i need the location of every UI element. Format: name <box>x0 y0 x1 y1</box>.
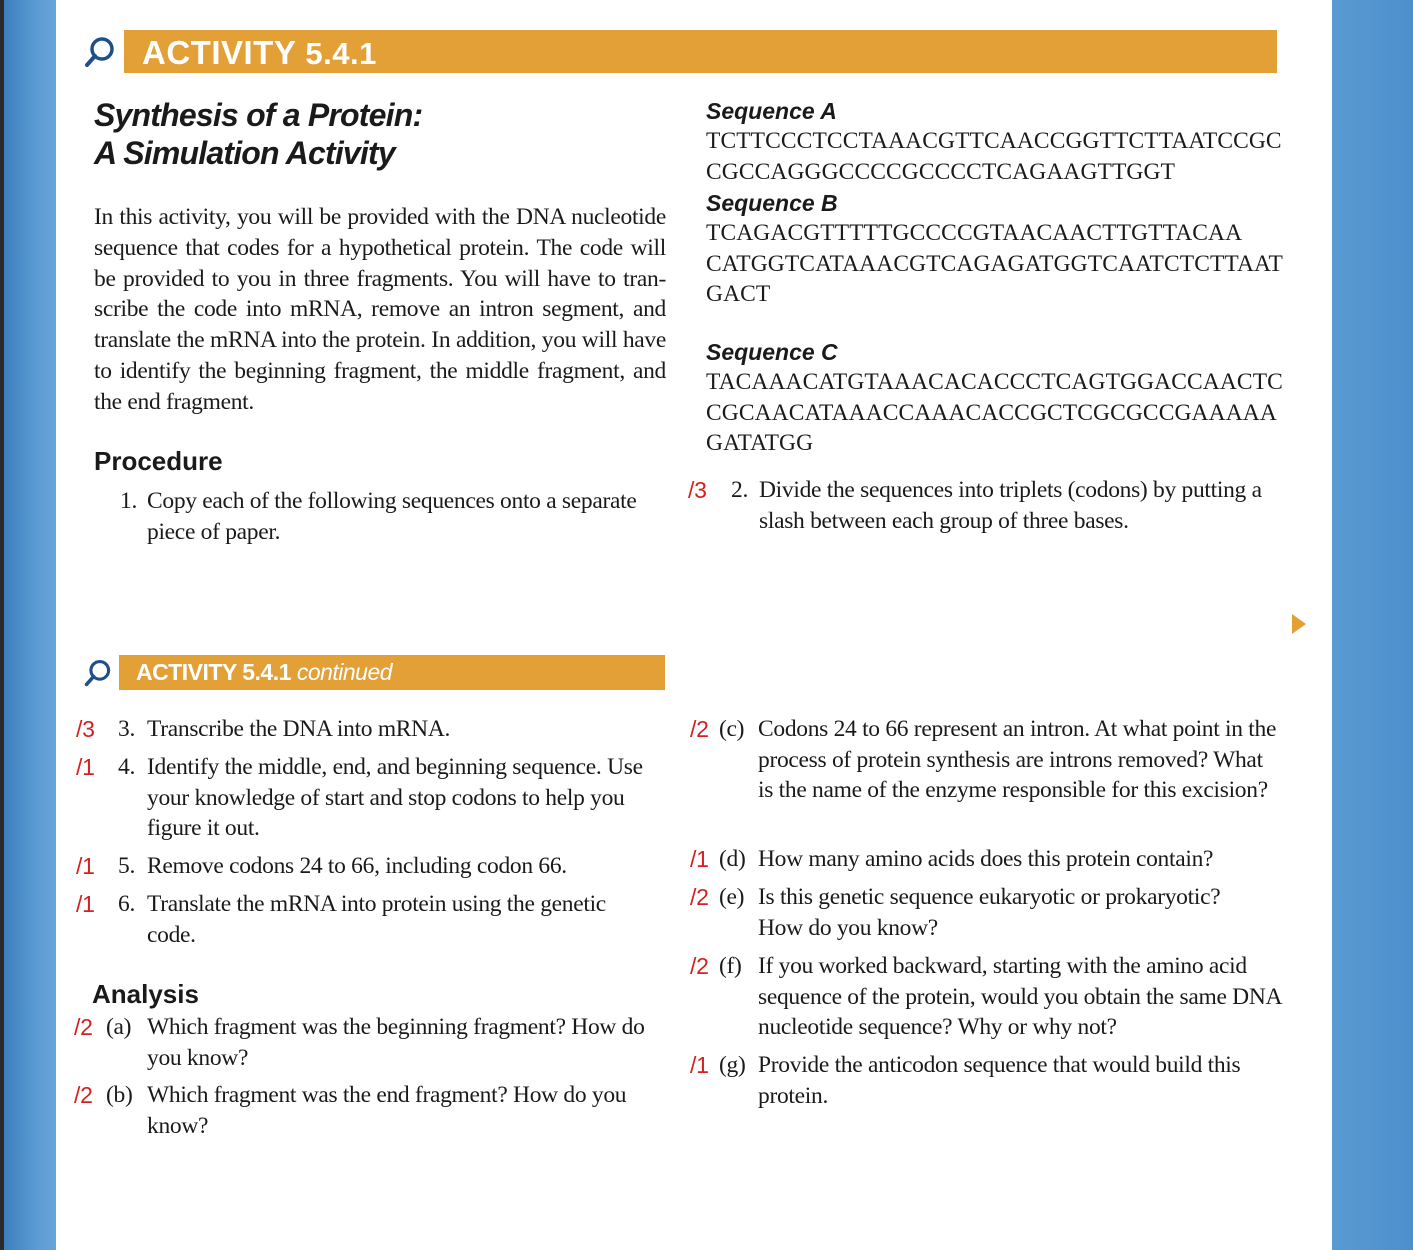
next-page-arrow-icon[interactable] <box>1292 614 1306 634</box>
score-mark: /2 <box>690 884 709 910</box>
magnifier-icon <box>80 30 120 73</box>
continued-label: continued <box>296 659 393 685</box>
score-mark: /2 <box>690 953 709 979</box>
score-mark: /1 <box>690 846 709 872</box>
score-mark: /3 <box>76 716 95 742</box>
continued-title <box>136 659 392 686</box>
step-text: Copy each of the following sequences onto a separate piece of paper. <box>147 488 637 545</box>
sequence-a-text <box>706 126 1286 187</box>
right-margin <box>1332 0 1413 1250</box>
question-letter: (f) <box>719 953 742 979</box>
question-text: Codons 24 to 66 represent an intron. At what point in the process of protein synthesis are introns removed? What is the name of the enzyme responsible for this excision? <box>758 716 1277 803</box>
procedure-heading: Procedure <box>94 446 223 476</box>
question-letter: (g) <box>719 1052 746 1078</box>
step-number: 1. <box>120 488 138 514</box>
sequence-line: TCAGACGTTTTTGCCCCGTAACAACTTGTTACAA <box>706 220 1243 246</box>
score-mark: /1 <box>76 853 95 879</box>
step-number: 2. <box>731 477 749 503</box>
title-line-2: A Simulation Activity <box>94 135 395 171</box>
question-letter: (c) <box>719 716 745 742</box>
sequence-c-text <box>706 367 1286 459</box>
activity-label: ACTIVITY <box>142 34 296 71</box>
sequence-a-label: Sequence A <box>706 98 837 124</box>
score-mark: /1 <box>690 1052 709 1078</box>
sequence-line: CATGGTCATAAACGTCAGAGATGGTCAATCTCTTAAT <box>706 250 1283 277</box>
title-line-1: Synthesis of a Protein: <box>94 97 423 133</box>
score-mark: /3 <box>688 477 707 503</box>
step-text: Identify the middle, end, and beginning sequence. Use your knowledge of start and stop codons to help you figure it out. <box>147 754 643 841</box>
score-mark: /2 <box>74 1014 93 1040</box>
sequence-line: CGCAACATAAACCAAACACCGCTCGCGCCGAAAAA <box>706 399 1277 426</box>
magnifier-icon <box>80 655 116 690</box>
question-letter: (b) <box>106 1082 133 1108</box>
activity-title <box>142 34 377 72</box>
sequence-b-label: Sequence B <box>706 190 838 216</box>
step-text: Remove codons 24 to 66, including codon 66. <box>147 853 567 879</box>
question-letter: (e) <box>719 884 745 910</box>
score-mark: /2 <box>74 1082 93 1108</box>
step-number: 5. <box>118 853 136 879</box>
question-letter: (a) <box>106 1014 132 1040</box>
sequence-c-label: Sequence C <box>706 339 838 365</box>
analysis-heading: Analysis <box>92 979 199 1009</box>
question-text: If you worked backward, starting with the amino acid sequence of the protein, would you obtain the same DNA nucleotide sequence? Why or why not? <box>758 953 1281 1040</box>
score-mark: /1 <box>76 891 95 917</box>
step-number: 6. <box>118 891 136 917</box>
activity-number: 5.4.1 <box>305 36 377 71</box>
sequence-line: TCTTCCCTCCTAAACGTTCAACCGGTTCTTAATCCGC <box>706 128 1282 154</box>
score-mark: /1 <box>76 754 95 780</box>
question-text: Provide the anticodon sequence that would build this protein. <box>758 1052 1241 1109</box>
banner-divider <box>120 30 124 73</box>
sequence-line: TACAAACATGTAAACACACCCTCAGTGGACCAACTC <box>706 369 1283 395</box>
question-text: Which fragment was the end fragment? How do you know? <box>147 1082 627 1139</box>
activity-banner <box>80 30 1277 73</box>
sequence-line: GATATGG <box>706 430 814 456</box>
step-number: 3. <box>118 716 136 742</box>
banner-divider <box>116 655 119 690</box>
step-number: 4. <box>118 754 136 780</box>
activity-continued-banner <box>80 655 665 690</box>
question-letter: (d) <box>719 846 746 872</box>
question-text: Which fragment was the beginning fragment? How do you know? <box>147 1014 645 1071</box>
left-margin <box>4 0 56 1250</box>
sequence-line: GACT <box>706 281 771 307</box>
step-text: Translate the mRNA into protein using the genetic code. <box>147 891 606 948</box>
step-text: Transcribe the DNA into mRNA. <box>147 716 451 742</box>
question-text: How many amino acids does this protein contain? <box>758 846 1214 872</box>
step-text: Divide the sequences into triplets (codons) by putting a slash between each group of three bases. <box>759 477 1262 534</box>
sequence-b-text <box>706 218 1286 310</box>
score-mark: /2 <box>690 716 709 742</box>
question-text: Is this genetic sequence eukaryotic or prokaryotic? How do you know? <box>758 884 1221 941</box>
activity-label: ACTIVITY 5.4.1 <box>136 659 291 685</box>
intro-paragraph: In this activity, you will be provided with the DNA nucleotide sequence that codes for a hypothetical protein. The code will be provided to you in three fragments. You will have to tran- scribe the code into mRNA, remove an intron segment, and translate the mRNA into the protein. In addition, you will have to identify the beginning fragment, the middle fragment, and the end fragment. <box>94 204 666 415</box>
page-title <box>94 96 654 172</box>
sequence-line: CGCCAGGGCCCCGCCCCTCAGAAGTTGGT <box>706 158 1176 185</box>
